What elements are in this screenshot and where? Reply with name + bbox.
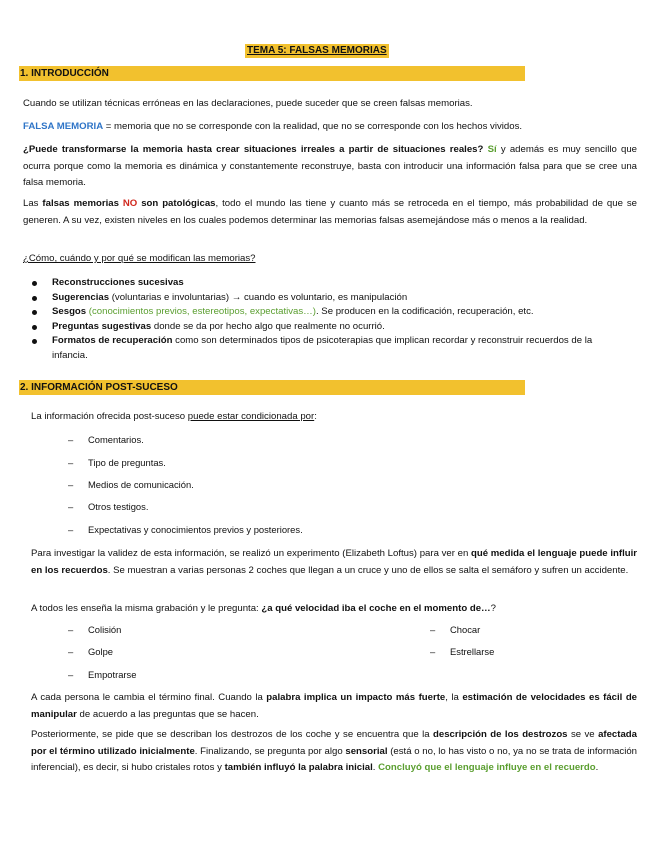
question-paragraph: ¿Puede transformarse la memoria hasta crear situaciones irreales a partir de situaciones reales? Sí y además es muy sencillo que ocurra porque como la memoria es dinámica y constantemente reconstruye, basta con introducir una información falsa para que se cree una falsa memoria.	[23, 144, 637, 188]
list-item: Preguntas sugestivas donde se da por hecho algo que realmente no ocurrió.	[30, 320, 630, 335]
causes-list	[30, 276, 630, 363]
document-page: TEMA 5: FALSAS MEMORIAS 1. INTRODUCCIÓN Cuando se utilizan técnicas erróneas en las declaraciones, puede suceder que se creen falsas memorias. FALSA MEMORIA = memoria que no se corresponde con la realidad, que no se corresponde con los hechos vividos. ¿Puede transformarse la memoria hasta crear situaciones irreales a partir de situaciones reales? Sí y además es muy sencillo que ocurra porque como la memoria es dinámica y constantemente reconstruye, basta con introducir una información falsa para que se cree una falsa memoria. Las falsas memorias NO son patológicas, todo el mundo las tiene y cuanto más se retroceda en el tiempo, más probabilidad de que se generen. A su vez, existen niveles en los cuales podemos determinar las memorias falsas asemejándose más o menos a la realidad. ¿Cómo, cuándo y por qué se modifican las memorias? Reconstrucciones sucesivas Sugerencias (voluntarias e involuntarias) → cuando es voluntario, es manipulación Sesgos (conocimientos previos, estereotipos, expectativas…). Se producen en la codificación, recuperación, etc. Preguntas sugestivas donde se da por hecho algo que realmente no ocurrió. Formatos de recuperación como son determinados tipos de psicoterapias que implican recordar y reconstruir recuerdos de la infancia. 2. INFORMACIÓN POST-SUCESO La información ofrecida post-suceso puede estar condicionada por: – Comentarios. – Tipo de preguntas. – Medios de comunicación. – Otros testigos. – Expectativas y conocimientos previos y posteriores. Para investigar la validez de esta información, se realizó un experimento (Elizabeth Loftus) para ver en qué medida el lenguaje puede influir en los recuerdos. Se muestran a varias personas 2 coches que llegan a un cruce y uno de ellos se salta el semáforo y sufren un accidente. A todos les enseña la misma grabación y le pregunta: ¿a qué velocidad iba el coche en el momento de…? – Colisión – Golpe – Empotrarse – Chocar – Estrellarse A cada persona le cambia el término final. Cuando la palabra implica un impacto más fuerte, la estimación de velocidades es fácil de manipular de acuerdo a las preguntas que se hacen. Posteriormente, se pide que se describan los destrozos de los coche y se encuentra que la descripción de los destrozos se ve afectada por el término utilizado inicialmente. Finalizando, se pregunta por algo sensorial (está o no, lo has visto o no, ya no se trata de información inferencial), es decir, si hubo cristales rotos y también influyó la palabra inicial. Concluyó que el lenguaje influye en el recuerdo.	[0, 0, 655, 848]
document-title: TEMA 5: FALSAS MEMORIAS	[247, 45, 387, 56]
list-item: Sesgos (conocimientos previos, estereotipos, expectativas…). Se producen en la codificación, recuperación, etc.	[30, 305, 630, 320]
list-item: Sugerencias (voluntarias e involuntarias) → cuando es voluntario, es manipulación	[30, 291, 630, 306]
post-suceso-intro: La información ofrecida post-suceso puede estar condicionada por:	[31, 411, 317, 422]
pathology-paragraph: Las falsas memorias NO son patológicas, todo el mundo las tiene y cuanto más se retroceda en el tiempo, más probabilidad de que se generen. A su vez, existen niveles en los cuales podemos determinar las memorias falsas asemejándose más o menos a la realidad.	[23, 198, 637, 226]
definition-paragraph: FALSA MEMORIA = memoria que no se corresponde con la realidad, que no se corresponde con los hechos vividos.	[23, 121, 523, 132]
subheading-question: ¿Cómo, cuándo y por qué se modifican las memorias?	[23, 253, 256, 264]
section-heading-post-suceso: 2. INFORMACIÓN POST-SUCESO	[19, 380, 525, 395]
intro-paragraph: Cuando se utilizan técnicas erróneas en las declaraciones, puede suceder que se creen falsas memorias.	[23, 98, 473, 109]
list-item: Reconstrucciones sucesivas	[30, 276, 630, 291]
experiment-question: A todos les enseña la misma grabación y le pregunta: ¿a qué velocidad iba el coche en el momento de…?	[31, 603, 496, 614]
experiment-paragraph: Para investigar la validez de esta información, se realizó un experimento (Elizabeth Loftus) para ver en qué medida el lenguaje puede influir en los recuerdos. Se muestran a varias personas 2 coches que llegan a un cruce y uno de ellos se salta el semáforo y sufren un accidente.	[31, 548, 637, 576]
result-paragraph-2: Posteriormente, se pide que se describan los destrozos de los coche y se encuentra que la descripción de los destrozos se ve afectada por el término utilizado inicialmente. Finalizando, se pregunta por algo sensorial (está o no, lo has visto o no, ya no se trata de información inferencial), es decir, si hubo cristales rotos y también influyó la palabra inicial. Concluyó que el lenguaje influye en el recuerdo.	[31, 729, 637, 773]
falsa-memoria-term: FALSA MEMORIA	[23, 121, 104, 132]
section-heading-introduccion: 1. INTRODUCCIÓN	[19, 66, 525, 81]
list-item: Formatos de recuperación como son determinados tipos de psicoterapias que implican recordar y reconstruir recuerdos de la infancia.	[30, 334, 630, 363]
result-paragraph-1: A cada persona le cambia el término final. Cuando la palabra implica un impacto más fuerte, la estimación de velocidades es fácil de manipular de acuerdo a las preguntas que se hacen.	[31, 692, 638, 720]
